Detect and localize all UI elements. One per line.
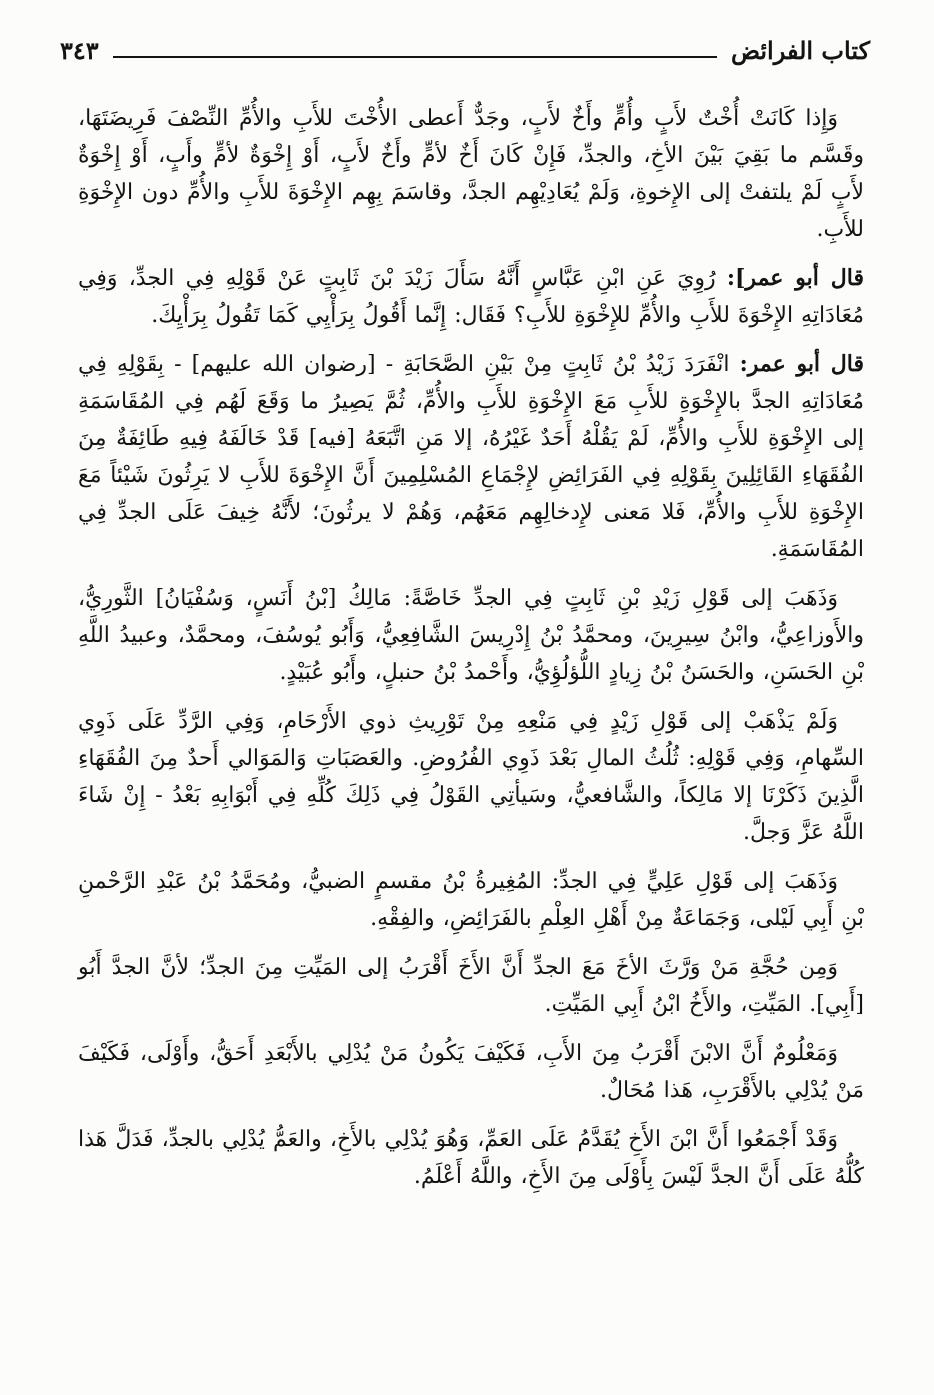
paragraph-3: [78, 346, 864, 568]
paragraph-text: وَمَعْلُومٌ أَنَّ الابْنَ أَقْرَبُ مِنَ الأَبِ، فَكَيْفَ يَكُونُ مَنْ يُدْلِي بالأَبْعَدِ أَحَقُّ، وأَوْلَى، فَكَيْفَ مَنْ يُدْلِي بالأَقْرَبِ، هَذا مُحَالٌ.: [78, 1041, 864, 1103]
paragraph-text: وَلَمْ يَذْهَبْ إلى قَوْلِ زَيْدٍ فِي مَنْعِهِ مِنْ تَوْرِيثِ ذوي الأَرْحَامِ، وَفِي الرَّدِّ عَلَى ذَوِي السِّهامِ، وَفِي قَوْلِهِ: ثُلُثُ المالِ بَعْدَ ذَوِي الفُرُوضِ. والعَصَبَاتِ وَالمَوَالي أَحدٌ مِنَ الفُقَهَاءِ الَّذِينَ ذَكَرْنَا إلا مَالِكاً، والشَّافعيُّ، وسَيأتِي القَوْلُ فِي ذَلِكَ كُلِّهِ فِي أَبْوَابِهِ بَعْدُ - إِنْ شَاءَ اللَّهُ عَزَّ وَجلَّ.: [78, 709, 864, 845]
paragraph-8: [78, 1035, 864, 1109]
paragraph-lead: قال أبو عمر]:: [726, 265, 865, 291]
paragraph-7: [78, 949, 864, 1023]
paragraph-1: [78, 100, 864, 248]
page-number: ٣٤٣: [60, 36, 99, 65]
running-title: كتاب الفرائض: [730, 36, 870, 65]
page-header: [60, 30, 870, 66]
paragraph-9: [78, 1121, 864, 1195]
page-body: [78, 100, 864, 1207]
paragraph-text: انْفَرَدَ زَيْدُ بْنُ ثَابِتٍ مِنْ بَيْنِ الصَّحَابَةِ - [رضوان الله عليهم] - بِقَوْلِهِ فِي مُعَادَاتِهِ الجدَّ بالإِخْوَةِ للأَبِ مَعَ الإِخْوَةِ للأَبِ والأُمِّ، ثُمَّ يَصِيرُ ما وَقَعَ لَهُم فِي المُقَاسَمَةِ إلى الإِخْوَةِ للأَبِ والأُمِّ، لَمْ يَقُلْهُ أَحَدٌ غَيْرُهُ، إلا مَنِ اتَّبَعَهُ [فيه] قَدْ خَالَفَهُ فِيهِ طَائِفَةٌ مِنَ الفُقَهَاءِ القَائِلِينَ بِقَوْلِهِ فِي الفَرَائِضِ لإِجْمَاعِ المُسْلِمِينَ أَنَّ الإِخْوَةَ للأَبِ لا يَرِثُونَ شَيْئاً مَعَ الإِخْوَةِ للأَبِ والأُمِّ، فَلا مَعنى لإِدخالِهِم مَعَهُم، وَهُمْ لا يرثُونَ؛ لأَنَّهُ خِيفَ عَلَى الجدِّ فِي المُقَاسَمَةِ.: [78, 352, 864, 562]
paragraph-text: وَإِذا كَانَتْ أُخْتٌ لأَبٍ وأُمٍّ وأَخٌ لأَبٍ، وجَدٌّ أَعطى الأُخْتَ للأَبِ والأُمِّ النِّصْفَ فَرِيضَتَهَا، وقَسَّم ما بَقِيَ بَيْنَ الأخِ، والجدِّ، فَإِنْ كَانَ أَخٌ لأمٍّ وأَخٌ لأَبٍ، أَوْ إِخْوَةٌ لأمٍّ وأَبٍ، أَوْ إِخْوَةٌ لأَبٍ لَمْ يلتفتْ إلى الإِخوةِ، وَلَمْ يُعَادِيْهِم الجدَّ، وقاسَمَ بِهِم الإِخْوَةَ للأَبِ والأُمِّ دون الإِخْوَةِ للأَبِ.: [78, 106, 865, 242]
paragraph-text: وَقَدْ أَجْمَعُوا أَنَّ ابْنَ الأَخِ يُقَدَّمُ عَلَى العَمِّ، وَهُوَ يُدْلِي بالأَخِ، والعَمُّ يُدْلِي بالجدِّ، فَدَلَّ هَذا كُلُّهُ عَلَى أَنَّ الجدَّ لَيْسَ بِأَوْلَى مِنَ الأَخِ، واللَّهُ أَعْلَمُ.: [78, 1127, 864, 1189]
header-rule: [113, 56, 717, 58]
paragraph-text: وَذَهَبَ إلى قَوْلِ زَيْدِ بْنِ ثَابِتٍ فِي الجدِّ خَاصَّةً: مَالِكُ [بْنُ أَنَسٍ، وَسُفْيَانُ] الثَّورِيُّ، والأَوزاعِيُّ، وابْنُ سِيرِينَ، ومحمَّدُ بْنُ إِدْرِيسَ الشَّافِعِيُّ، وَأَبُو يُوسُفَ، ومحمَّدٌ، وعبيدُ اللَّهِ بْنِ الحَسَنِ، والحَسَنُ بْنُ زِيادٍ اللُّؤلُؤِيُّ، وأَحْمدُ بْنُ حنبلٍ، وأَبُو عُبَيْدٍ.: [78, 586, 864, 685]
paragraph-text: وَمِن حُجَّةِ مَنْ وَرَّثَ الأخَ مَعَ الجدِّ أَنَّ الأَخَ أَقْرَبُ إلى المَيِّتِ مِنَ الجدِّ؛ لأنَّ الجدَّ أَبُو [أَبِي]. المَيِّتِ، والأَخُ ابْنُ أَبِي المَيِّتِ.: [78, 955, 864, 1017]
paragraph-2: [78, 260, 864, 334]
paragraph-4: [78, 580, 864, 691]
paragraph-6: [78, 863, 864, 937]
paragraph-text: وَذَهَبَ إلى قَوْلِ عَلِيٍّ فِي الجدِّ: المُغِيرةُ بْنُ مقسمٍ الضبيُّ، ومُحَمَّدُ بْنُ عَبْدِ الرَّحْمنِ بْنِ أَبِي لَيْلى، وَجَمَاعَةٌ مِنْ أَهْلِ العِلْمِ بالفَرَائِضِ، والفِقْهِ.: [78, 869, 864, 931]
paragraph-lead: قال أبو عمر:: [739, 351, 864, 377]
paragraph-5: [78, 703, 864, 851]
paragraph-text: رُوِيَ عَنِ ابْنِ عَبَّاسٍ أَنَّهُ سَأَلَ زَيْدَ بْنَ ثَابِتٍ عَنْ قَوْلِهِ فِي الجدِّ، وَفِي مُعَادَاتِهِ الإِخْوَةَ للأَبِ والأُمِّ للإِخْوَةِ للأَبِ؟ فَقَال: إِنَّما أَقُولُ بِرَأْيِي كَمَا تَقُولُ بِرَأْيِكَ.: [78, 266, 864, 328]
